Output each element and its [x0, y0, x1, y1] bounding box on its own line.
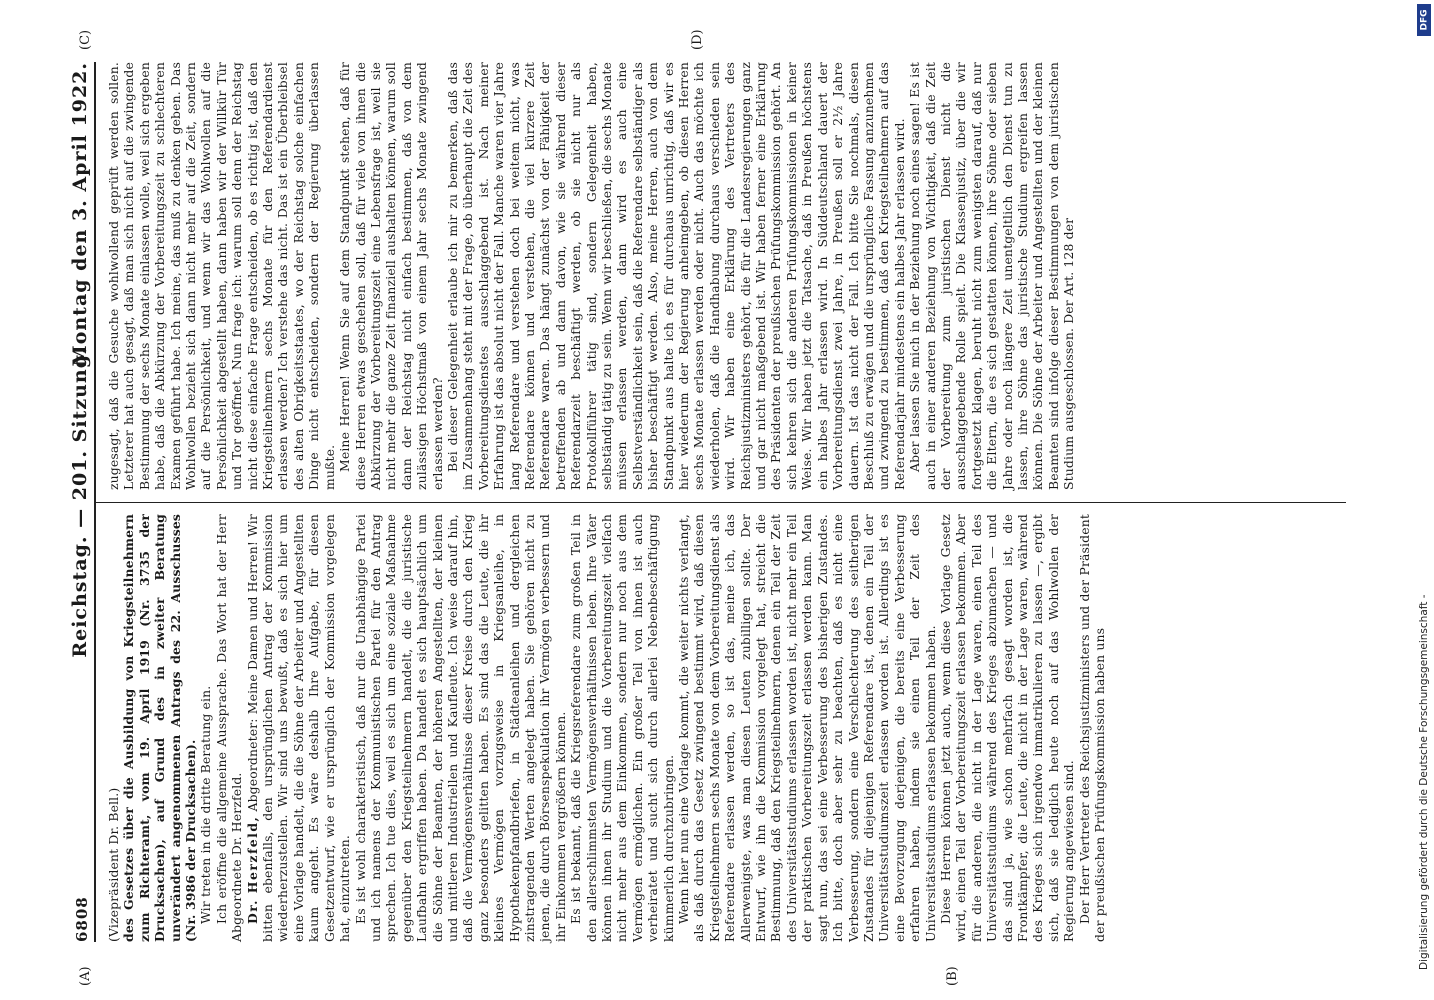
text-columns — [106, 62, 1346, 942]
page-content — [60, 62, 1350, 942]
paragraph: Meine Herren! Wenn Sie auf dem Standpunkt stehen, daß für diese Herren etwas geschehen soll, daß für viele von ihnen die Abkürzung der Vorbereitungszeit eine Lebensfrage ist, weil sie nicht mehr die ganze Zeit finanziell aushalten können, warum soll dann der Reichstag nicht einfach bestimmen, daß von dem zulässigen Höchstmaß von einem Jahr sechs Monate zwingend erlassen werden? — [337, 62, 445, 490]
paragraph: Ich eröffne die allgemeine Aussprache. Das Wort hat der Herr Abgeordnete Dr. Herzfeld. — [213, 514, 245, 942]
paragraph: Es ist wohl charakteristisch, daß nur die Unabhängige Partei und ich namens der Kommunistischen Partei für den Antrag sprechen. Ich tue dies, weil es sich um eine soziale Maßnahme gegenüber den Kriegsteilnehmern handelt, die die juristische Laufbahn ergriffen haben. Da handelt es sich hauptsächlich um die Söhne der Beamten, der höheren Angestellten, der kleinen und mittleren Industriellen und Kaufleute. Ich weise darauf hin, daß die Vermögensverhältnisse dieser Kreise durch den Krieg ganz besonders gelitten haben. Es sind das die Leute, die ihr kleines Vermögen vorzugsweise in Kriegsanleihe, in Hypothekenpfandbriefen, in Städteanleihen und dergleichen zinstragenden Werten angelegt haben. Sie gehören nicht zu jenen, die durch Börsenspekulation ihr Vermögen verbessern und ihr Einkommen vergrößern können. — [352, 514, 568, 942]
paragraph: Es ist bekannt, daß die Kriegsreferendare zum großen Teil in den allerschlimmsten Vermögensverhältnissen leben. Ihre Väter können ihnen ihr Studium und die Vorbereitungszeit vielfach nicht mehr aus dem Einkommen, sondern nur noch aus dem Vermögen ermöglichen. Ein großer Teil von ihnen ist auch verheiratet und sucht sich durch allerlei Nebenbeschäftigung kümmerlich durchzubringen. — [568, 514, 676, 942]
column-divider — [96, 502, 1346, 503]
paragraph: Aber lassen Sie mich in der Beziehung noch eines sagen! Es ist auch in einer anderen Beziehung von Wichtigkeit, daß die Zeit der Vorbereitung zum juristischen Dienst nicht die ausschlaggebende Rolle spielt. Die Klassenjustiz, über die wir fortgesetzt klagen, beruht nicht zum wenigsten darauf, daß nur die Eltern, die es sich gestatten können, ihre Söhne oder sieben Jahre oder noch längere Zeit unentgeltlich den Dienst tun zu lassen, ihre Söhne das juristische Studium ergreifen lassen können. Die Söhne der Arbeiter und Angestellten und der kleinen Beamten sind infolge dieser Bestimmungen von dem juristischen Studium ausgeschlossen. Der Art. 128 der — [907, 62, 1077, 490]
left-column — [106, 514, 1107, 942]
speech-text: Abgeordneter: Meine Damen und Herren! Wir bitten ebenfalls, den ursprünglichen Antrag der Kommission wiederherzustellen. Wir sind uns bewußt, daß es sich hier um eine Vorlage handelt, die die Söhne der Arbeiter und Angestellten kaum angeht. Es wäre deshalb Ihre Aufgabe, für diesen Gesetzentwurf, wie er ursprünglich der Kommission vorgelegen hat, einzutreten. — [244, 514, 353, 942]
dfg-logo-icon — [1417, 4, 1431, 36]
paragraph: Wir treten in die dritte Beratung ein. — [198, 685, 214, 924]
agenda-item: des Gesetzes über die Ausbildung von Kriegsteilnehmern zum Richteramt, vom 19. April 1919 (Nr. 3735 der Drucksachen), auf Grund des in zweiter Beratung unverändert angenommenen Antrags des 22. Ausschusses (Nr. 3986 der Drucksachen). — [121, 514, 199, 942]
page-number: 6808 — [73, 896, 91, 942]
digitization-credit: Digitalisierung gefördert durch die Deutsche Forschungsgemeinschaft - — [1418, 594, 1430, 970]
margin-marker-c: (C) — [78, 29, 93, 50]
dfg-logo-label: DFG — [1419, 9, 1430, 31]
speaker-name: Dr. Herzfeld, — [244, 815, 260, 924]
session-date: Montag den 3. April 1922. — [69, 62, 91, 367]
speech-paragraph — [245, 514, 353, 942]
margin-marker-b: (B) — [945, 966, 960, 986]
session-title: Reichstag. — 201. Sitzung. — [69, 346, 91, 658]
paragraph: Der Herr Vertreter des Reichsjustizministers und der Präsident der preußischen Prüfungskommission haben uns — [1076, 514, 1107, 942]
paragraph: Bei dieser Gelegenheit erlaube ich mir zu bemerken, daß das im Zusammenhang steht mit der Frage, ob überhaupt die Zeit des Vorbereitungsdienstes ausschlaggebend ist. Nach meiner Erfahrung ist das absolut nicht der Fall. Manche waren vier Jahre lang Referendare und verstehen doch bei weitem nicht, was Referendare können und verstehen, die viel kürzere Zeit Referendare waren. Das hängt zunächst von der Fähigkeit der betreffenden ab und dann davon, wie sie während dieser Referendarzeit beschäftigt werden, ob sie nicht nur als Protokollführer tätig sind, sondern Gelegenheit haben, selbständig tätig zu sein. Wenn wir beschließen, die sechs Monate müssen erlassen werden, dann wird es auch eine Selbstverständlichkeit sein, daß die Referendare selbständiger als bisher beschäftigt werden. Also, meine Herren, auch von dem Standpunkt aus halte ich es für durchaus unrichtig, daß wir es hier wiederum der Regierung anheimgeben, ob diesen Herren sechs Monate erlassen werden oder nicht. Auch das möchte ich wiederholen, daß die Handhabung durchaus verschieden sein wird. Wir haben eine Erklärung des Vertreters des Reichsjustizministers gehört, die für die Landesregierungen ganz und gar nicht maßgebend ist. Wir haben ferner eine Erklärung des Präsidenten der preußischen Prüfungskommission gehört. An sich kehren sich die anderen Prüfungskommissionen in keiner Weise. Wir haben jetzt die Tatsache, daß in Preußen höchstens ein halbes Jahr erlassen wird. In Süddeutschland dauert der Vorbereitungsdienst zwei Jahre, in Preußen soll er 2½ Jahre dauern. Ist das nicht der Fall. Ich bitte Sie nochmals, diesen Beschluß zu erwägen und die ursprüngliche Fassung anzunehmen und zwingend zu bestimmen, daß den Kriegsteilnehmern auf das Referendarjahr mindestens ein halbes Jahr erlassen wird. — [444, 62, 907, 490]
right-column — [106, 62, 1077, 490]
paragraph: zugesagt, daß die Gesuche wohlwollend geprüft werden sollen. Letzterer hat auch gesagt, daß man sich nicht auf die zwingende Bestimmung der sechs Monate einlassen wolle, weil sich ergeben habe, daß die Abkürzung der Vorbereitungszeit zu schlechteren Examen geführt habe. Ich meine, das muß zu denken geben. Das Wohlwollen bezieht sich dann nicht mehr auf die Zeit, sondern auf die Persönlichkeit, und wenn wir das Wohlwollen auf die Persönlichkeit abgestellt haben, dann haben wir der Willkür Tür und Tor geöffnet. Nun frage ich: warum soll denn der Reichstag nicht diese einfache Frage entscheiden, ob es richtig ist, daß den Kriegsteilnehmern sechs Monate für den Referendardienst erlassen werden? Ich verstehe das nicht. Das ist ein Überbleibsel des alten Obrigkeitsstaates, wo der Reichstag solche einfachen Dinge nicht entscheiden, sondern der Regierung überlassen mußte. — [106, 62, 337, 490]
margin-marker-d: (D) — [690, 29, 705, 50]
margin-marker-a: (A) — [78, 966, 93, 986]
chair-note: (Vizepräsident Dr. Bell.) — [106, 787, 121, 942]
paragraph: Wenn hier nun eine Vorlage kommt, die weiter nichts verlangt, als daß durch das Gesetz zwingend bestimmt wird, daß diesen Kriegsteilnehmern sechs Monate von dem Vorbereitungsdienst als Referendare erlassen werden, so ist das, meine ich, das Allerwenigste, was man diesen Leuten zubilligen sollte. Der Entwurf, wie ihn die Kommission vorgelegt hat, streicht die Bestimmung, daß den Kriegsteilnehmern, denen ein Teil der Zeit des Universitätsstudiums erlassen worden ist, nicht mehr ein Teil der praktischen Vorbereitungszeit erlassen werden kann. Man sagt nun, das sei eine Verbesserung des bisherigen Zustandes. Ich bitte, doch aber sehr zu beachten, daß es nicht eine Verbesserung, sondern eine Verschlechterung des seitherigen Zustandes für diejenigen Referendare ist, denen ein Teil der Universitätsstudiumszeit erlassen worden ist. Allerdings ist es eine Bevorzugung derjenigen, die bereits eine Verbesserung erfahren haben, indem sie einen Teil der Zeit des Universitätsstudiums erlassen bekommen haben. — [676, 514, 938, 942]
page-header — [60, 62, 96, 942]
paragraph: Diese Herren können jetzt auch, wenn diese Vorlage Gesetz wird, einen Teil der Vorbereitungszeit erlassen bekommen. Aber für die anderen, die nicht in der Lage waren, einen Teil des Universitätsstudiums während des Krieges abzumachen — und das sind ja, wie schon mehrfach gesagt worden ist, die Frontkämpfer, die Leute, die nicht in der Lage waren, während des Krieges sich irgendwo immatrikulieren zu lassen —, ergibt sich, daß sie lediglich heute noch auf das Wohlwollen der Regierung angewiesen sind. — [937, 514, 1077, 942]
